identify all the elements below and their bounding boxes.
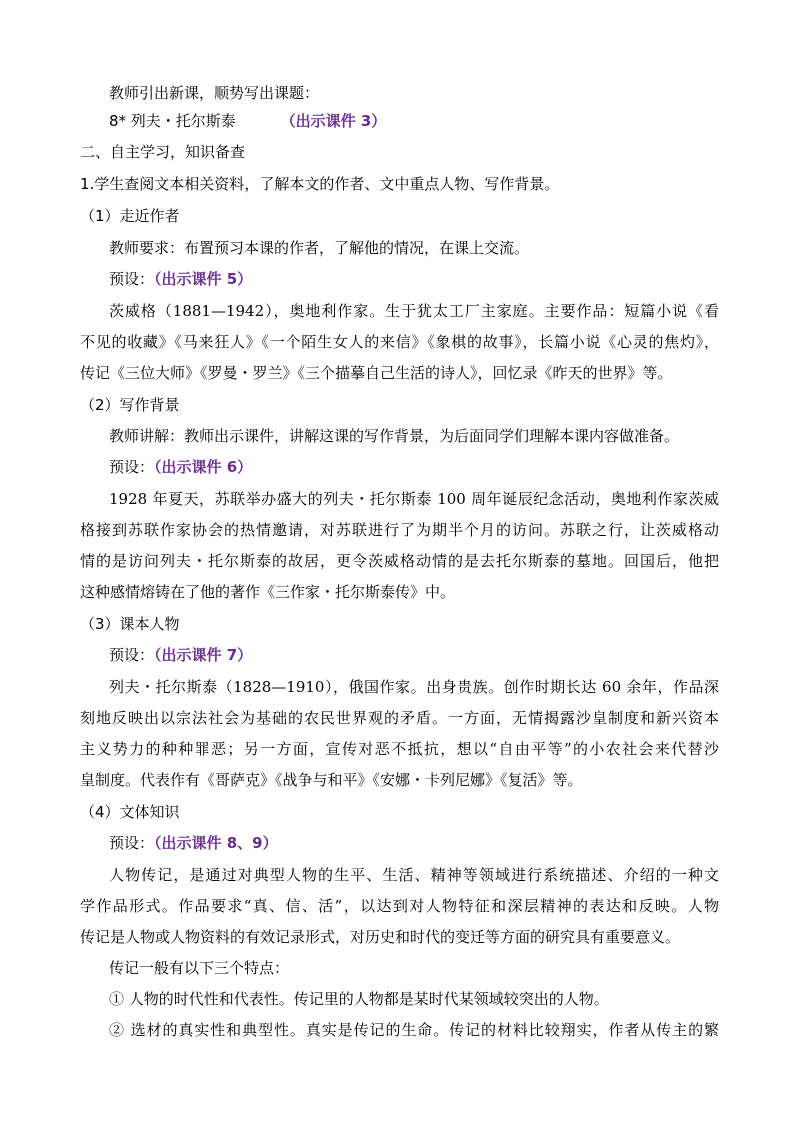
teacher-explanation: 教师讲解：教师出示课件，讲解这课的写作背景，为后面同学们理解本课内容做准备。 [109, 427, 680, 445]
list-item: ① 人物的时代性和代表性。传记里的人物都是某时代某领域较突出的人物。 [109, 990, 609, 1008]
subsection-heading: （3）课本人物 [80, 615, 180, 633]
preset-label: 预设： [109, 646, 155, 664]
paragraph-line [109, 864, 719, 886]
preset-label: 预设： [109, 458, 155, 476]
section-heading: 二、自主学习，知识备查 [80, 143, 246, 161]
preset-line [109, 644, 252, 666]
paragraph-line: 传记一般有以下三个特点： [109, 959, 290, 977]
paragraph-line [109, 300, 719, 322]
courseware-ref: （出示课件 3） [280, 112, 387, 130]
list-item [109, 1019, 719, 1041]
preset-line [109, 832, 278, 854]
paragraph-line [109, 488, 719, 510]
paragraph-line [80, 895, 719, 917]
paragraph-text: 茨威格（1881—1942），奥地利作家。生于犹太工厂主家庭。主要作品：短篇小说《看 [109, 302, 719, 320]
lesson-title-line [109, 110, 386, 132]
paragraph-line: 皇制度。代表作有《哥萨克》《战争与和平》《安娜・卡列尼娜》《复活》等。 [80, 771, 583, 789]
preset-label: 预设： [109, 270, 155, 288]
list-item-text: ② 选材的真实性和典型性。真实是传记的生命。传记的材料比较翔实，作者从传主的繁 [109, 1021, 719, 1039]
preset-line [109, 456, 252, 478]
paragraph-line: 这种感情熔铸在了他的著作《三作家・托尔斯泰传》中。 [80, 583, 456, 601]
subsection-heading: （4）文体知识 [80, 803, 180, 821]
paragraph-text: 学作品形式。作品要求“真、信、活”，以达到对人物特征和深层精神的表达和反映。人物 [80, 897, 719, 915]
paragraph-line [80, 707, 719, 729]
paragraph-text: 列夫・托尔斯泰（1828—1910），俄国作家。出身贵族。创作时期长达 60 余年，作品深 [109, 678, 719, 696]
paragraph-line: 传记是人物或人物资料的有效记录形式，对历史和时代的变迁等方面的研究具有重要意义。 [80, 928, 681, 946]
courseware-ref: （出示课件 5） [154, 270, 253, 288]
paragraph-text: 不见的收藏》《马来狂人》《一个陌生女人的来信》《象棋的故事》，长篇小说《心灵的焦灼》， [80, 333, 719, 351]
paragraph-text: 1928 年夏天，苏联举办盛大的列夫・托尔斯泰 100 周年诞辰纪念活动，奥地利作家茨威 [109, 490, 719, 508]
paragraph-line [109, 676, 719, 698]
subsection-heading: （2）写作背景 [80, 396, 180, 414]
preset-label: 预设： [109, 834, 155, 852]
paragraph-text: 情的是访问列夫・托尔斯泰的故居，更令茨威格动情的是去托尔斯泰的墓地。回国后，他把 [80, 552, 719, 570]
courseware-ref: （出示课件 7） [154, 646, 253, 664]
paragraph-line [80, 331, 719, 353]
paragraph-text: 刻地反映出以宗法社会为基础的农民世界观的矛盾。一方面，无情揭露沙皇制度和新兴资本 [80, 709, 719, 727]
paragraph-line [80, 550, 719, 572]
paragraph-text: 人物传记，是通过对典型人物的生平、生活、精神等领域进行系统描述、介绍的一种文 [109, 866, 719, 884]
courseware-ref: （出示课件 8、9） [154, 834, 278, 852]
paragraph-line [80, 519, 719, 541]
paragraph-line [80, 738, 719, 760]
paragraph-text: 格接到苏联作家协会的热情邀请，对苏联进行了为期半个月的访问。苏联之行，让茨威格动 [80, 521, 719, 539]
lesson-title: 8* 列夫・托尔斯泰 [109, 112, 236, 130]
task-line: 1.学生查阅文本相关资料，了解本文的作者、文中重点人物、写作背景。 [80, 175, 560, 193]
paragraph-text: 主义势力的种种罪恶；另一方面，宣传对恶不抵抗，想以“自由平等”的小农社会来代替沙 [80, 740, 719, 758]
paragraph-line: 传记《三位大师》《罗曼・罗兰》《三个描摹自己生活的诗人》，回忆录《昨天的世界》等。 [80, 364, 673, 382]
courseware-ref: （出示课件 6） [154, 458, 253, 476]
teacher-requirement: 教师要求：布置预习本课的作者，了解他的情况，在课上交流。 [109, 239, 530, 257]
intro-line: 教师引出新课，顺势写出课题： [109, 84, 320, 102]
preset-line [109, 268, 252, 290]
subsection-heading: （1）走近作者 [80, 207, 180, 225]
